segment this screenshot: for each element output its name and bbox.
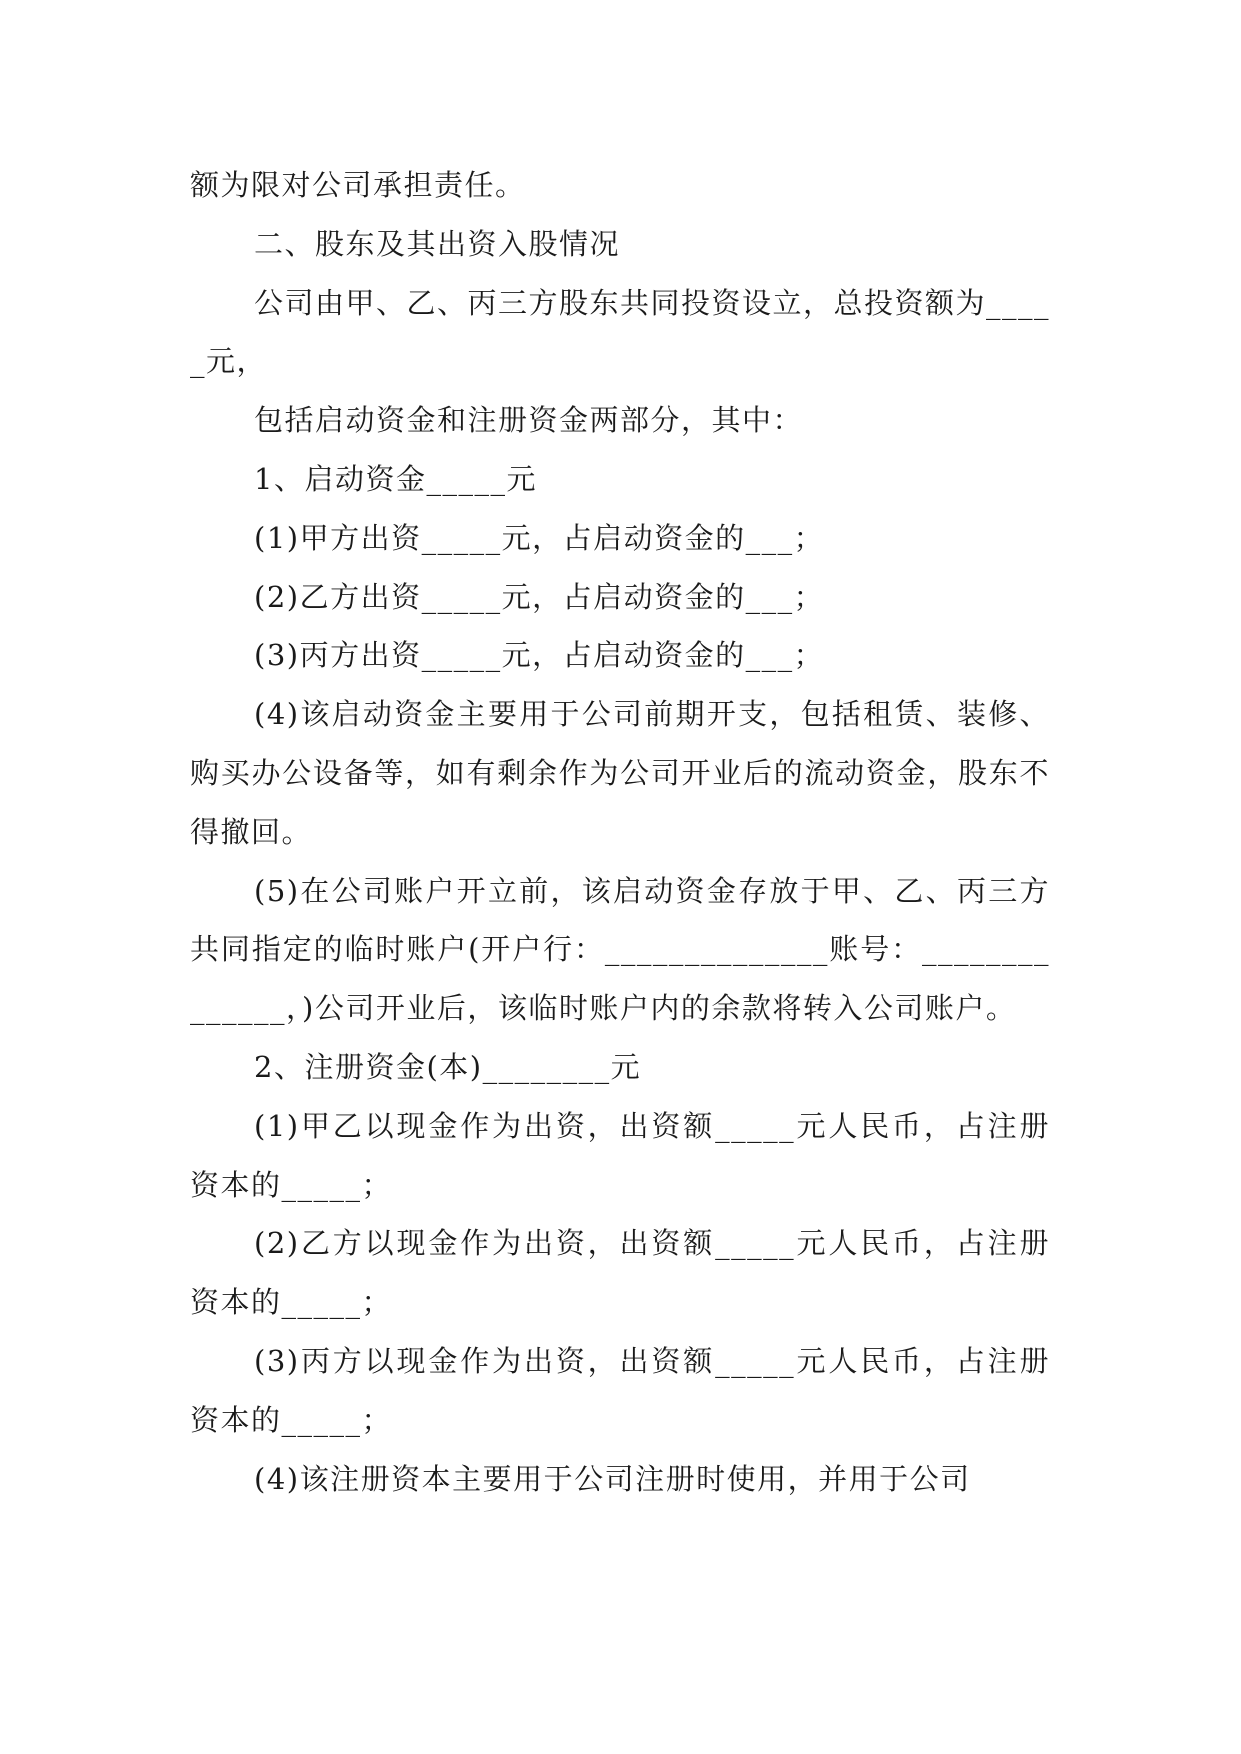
item-startup-party-c: (3)丙方出资_____元，占启动资金的___； xyxy=(254,638,825,673)
item-startup-party-b: (2)乙方出资_____元，占启动资金的___； xyxy=(254,579,825,614)
item-registered-party-c: (3)丙方以现金作为出资，出资额_____元人民币，占注册资本的_____； xyxy=(190,1343,1050,1437)
item-registered-usage: (4)该注册资本主要用于公司注册时使用，并用于公司 xyxy=(254,1461,971,1496)
item-startup-capital: 1、启动资金_____元 xyxy=(254,461,537,496)
item-registered-party-a: (1)甲乙以现金作为出资，出资额_____元人民币，占注册资本的_____； xyxy=(190,1108,1050,1202)
section-heading-shareholders: 二、股东及其出资入股情况 xyxy=(254,226,621,261)
item-registered-party-b: (2)乙方以现金作为出资，出资额_____元人民币，占注册资本的_____； xyxy=(190,1226,1050,1320)
item-registered-capital: 2、注册资金(本)________元 xyxy=(254,1049,642,1084)
paragraph-capital-parts: 包括启动资金和注册资金两部分，其中： xyxy=(254,403,804,438)
item-startup-party-a: (1)甲方出资_____元，占启动资金的___； xyxy=(254,520,825,555)
paragraph-total-investment: 公司由甲、乙、丙三方股东共同投资设立，总投资额为_____元， xyxy=(190,285,1051,379)
item-temporary-account: (5)在公司账户开立前，该启动资金存放于甲、乙、丙三方共同指定的临时账户(开户行：______________账号：______________，)公司开业后，该临时账户内的余款将转入公司账户。 xyxy=(190,873,1050,1026)
item-startup-usage: (4)该启动资金主要用于公司前期开支，包括租赁、装修、购买办公设备等，如有剩余作为公司开业后的流动资金，股东不得撤回。 xyxy=(190,697,1050,849)
paragraph-liability-end: 额为限对公司承担责任。 xyxy=(190,168,526,202)
document-body xyxy=(190,156,1050,1508)
